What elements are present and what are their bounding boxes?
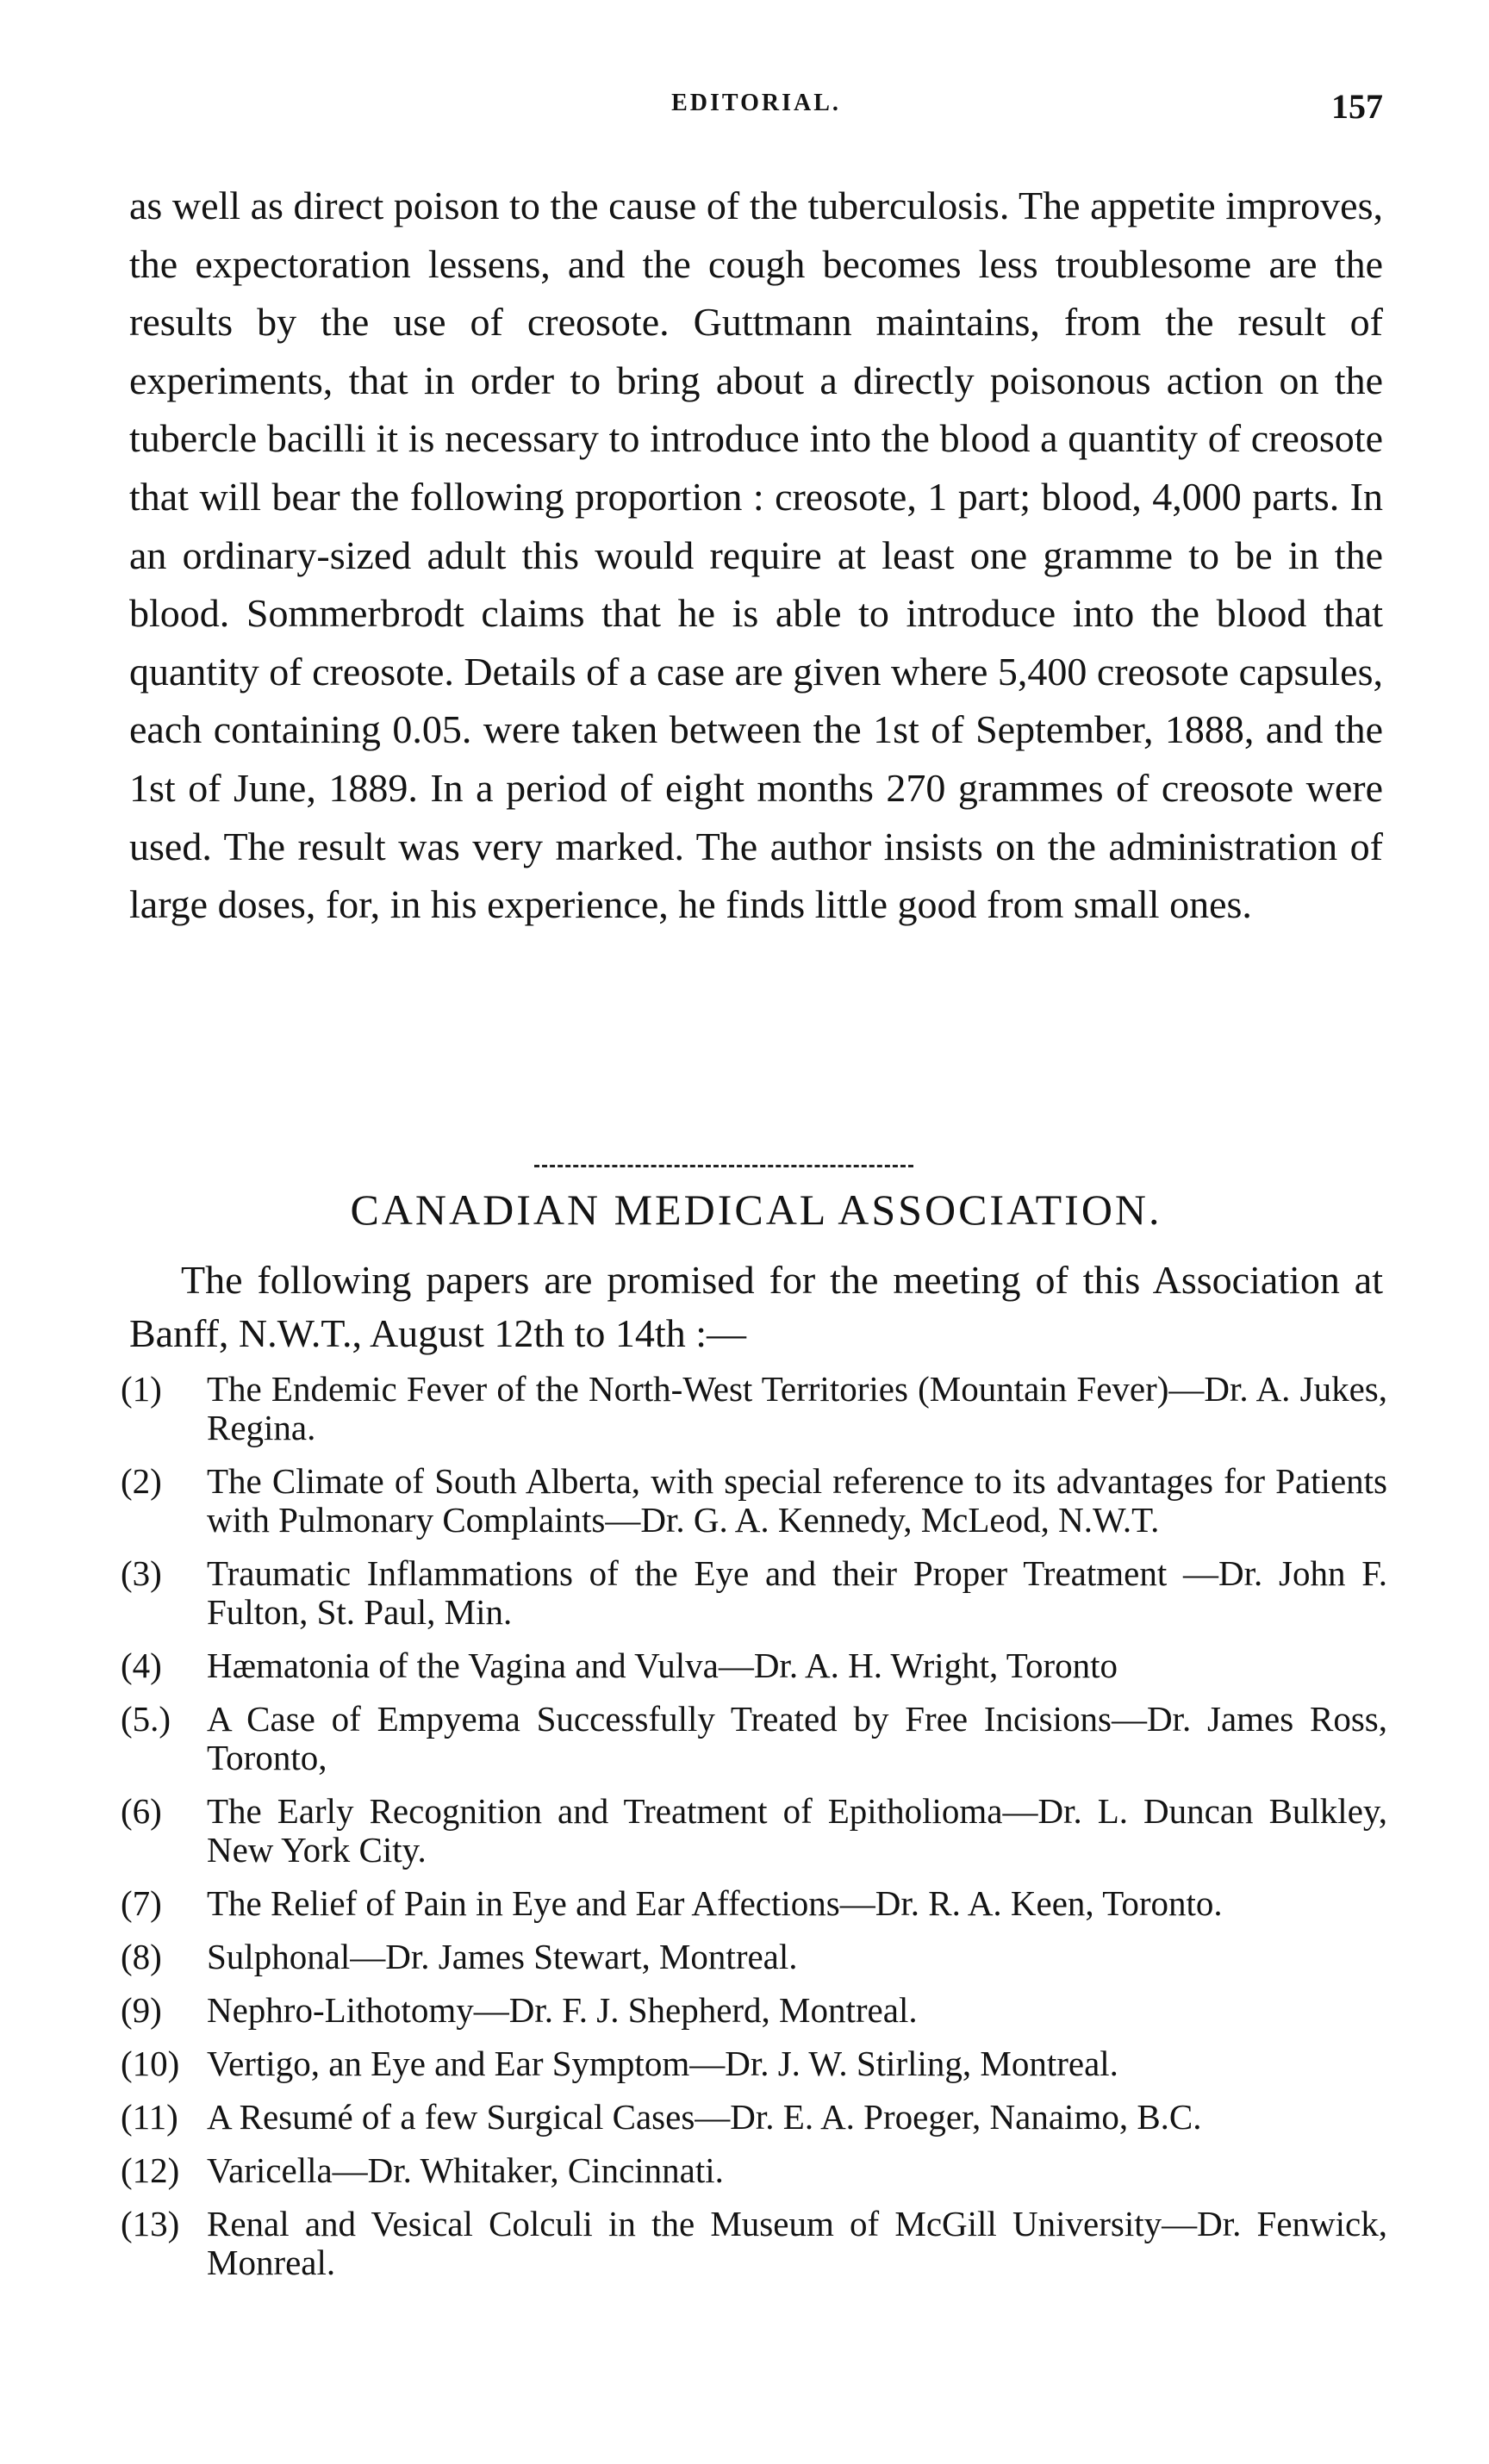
paper-title: The Early Recognition and Treatment of Epitholioma—Dr. L. Duncan Bulkley, New York City. — [207, 1791, 1387, 1870]
page-number: 157 — [1331, 87, 1383, 126]
paper-item — [121, 1938, 1387, 1976]
paper-number: (13) — [121, 2204, 180, 2243]
paper-title: A Case of Empyema Successfully Treated by Free Incisions—Dr. James Ross, Toronto, — [207, 1699, 1387, 1777]
paper-number: (2) — [121, 1461, 162, 1501]
paper-title: Nephro-Lithotomy—Dr. F. J. Shepherd, Montreal. — [207, 1990, 918, 2030]
paper-title: The Endemic Fever of the North-West Territories (Mountain Fever)—Dr. A. Jukes, Regina. — [207, 1369, 1387, 1447]
paper-number: (8) — [121, 1937, 162, 1976]
paper-title: Traumatic Inflammations of the Eye and their Proper Treatment —Dr. John F. Fulton, St. Paul, Min. — [207, 1553, 1387, 1632]
paper-title: Vertigo, an Eye and Ear Symptom—Dr. J. W. Stirling, Montreal. — [207, 2044, 1118, 2083]
section-intro: The following papers are promised for the meeting of this Association at Banff, N.W.T., August 12th to 14th :— — [129, 1258, 1383, 1355]
paper-number: (7) — [121, 1883, 162, 1923]
paper-title: Sulphonal—Dr. James Stewart, Montreal. — [207, 1937, 798, 1976]
paper-item — [121, 1991, 1387, 2030]
paper-item — [121, 1554, 1387, 1632]
paper-item — [121, 1462, 1387, 1540]
paper-number: (9) — [121, 1990, 162, 2030]
paper-number: (4) — [121, 1646, 162, 1685]
running-title: EDITORIAL. — [671, 90, 841, 116]
paper-number: (11) — [121, 2097, 178, 2137]
paper-number: (12) — [121, 2150, 180, 2190]
paper-number: (3) — [121, 1553, 162, 1593]
papers-list — [121, 1370, 1387, 2282]
paper-title: The Relief of Pain in Eye and Ear Affections—Dr. R. A. Keen, Toronto. — [207, 1883, 1223, 1923]
paper-title: Renal and Vesical Colculi in the Museum of McGill University—Dr. Fenwick, Monreal. — [207, 2204, 1387, 2282]
body-paragraph: as well as direct poison to the cause of the tuberculosis. The appetite improves, the expectoration lessens, and the cough becomes less troublesome are the results by the use of creosote. Guttmann maintains, from the result of experiments, that in order to bring about a directly poisonous action on the tubercle bacilli it is necessary to introduce into the blood a quantity of creosote that will bear the following proportion : creosote, 1 part; blood, 4,000 parts. In an ordinary-sized adult this would require at least one gramme to be in the blood. Sommerbrodt claims that he is able to introduce into the blood that quantity of creosote. Details of a case are given where 5,400 creosote capsules, each containing 0.05. were taken between the 1st of September, 1888, and the 1st of June, 1889. In a period of eight months 270 grammes of creosote were used. The result was very marked. The author insists on the administration of large doses, for, in his experience, he finds little good from small ones. — [129, 184, 1383, 927]
paper-item — [121, 2044, 1387, 2083]
paper-item — [121, 1700, 1387, 1777]
paper-item — [121, 1884, 1387, 1923]
paper-number: (5.) — [121, 1699, 171, 1739]
paper-number: (6) — [121, 1791, 162, 1831]
running-header — [129, 86, 1383, 138]
section-divider — [534, 1165, 913, 1167]
paper-item — [121, 2098, 1387, 2137]
paper-title: The Climate of South Alberta, with special reference to its advantages for Patients with Pulmonary Complaints—Dr. G. A. Kennedy, McLeod, N.W.T. — [207, 1461, 1387, 1540]
paper-item — [121, 1370, 1387, 1447]
paper-item — [121, 2205, 1387, 2282]
paper-title: A Resumé of a few Surgical Cases—Dr. E. A. Proeger, Nanaimo, B.C. — [207, 2097, 1202, 2137]
paper-item — [121, 1646, 1387, 1685]
paper-item — [121, 1792, 1387, 1870]
paper-title: Hæmatonia of the Vagina and Vulva—Dr. A. H. Wright, Toronto — [207, 1646, 1118, 1685]
paper-title: Varicella—Dr. Whitaker, Cincinnati. — [207, 2150, 724, 2190]
section-heading: CANADIAN MEDICAL ASSOCIATION. — [350, 1185, 1162, 1234]
paper-number: (1) — [121, 1369, 162, 1409]
paper-number: (10) — [121, 2044, 180, 2083]
paper-item — [121, 2151, 1387, 2190]
